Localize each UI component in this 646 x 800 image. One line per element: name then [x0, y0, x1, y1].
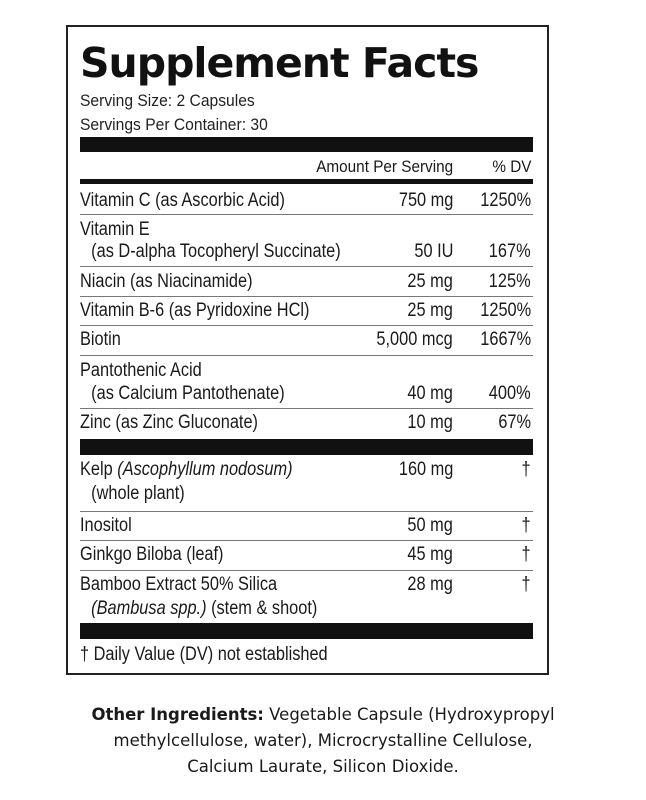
thick-divider [80, 623, 533, 639]
ingredient-row [80, 512, 533, 541]
nutrient-name: Vitamin E [80, 219, 150, 240]
ingredient-row [80, 571, 533, 623]
nutrient-row [80, 409, 533, 439]
amount-per-serving-header: Amount Per Serving [316, 157, 453, 176]
dagger-mark: † [521, 459, 531, 480]
nutrient-name: Zinc (as Zinc Gluconate) [80, 412, 258, 433]
supplement-facts-panel [66, 25, 549, 675]
thick-divider [80, 137, 533, 152]
ingredient-amount: 28 mg [407, 574, 453, 595]
nutrient-dv: 1250% [480, 300, 531, 321]
nutrient-name: Vitamin B-6 (as Pyridoxine HCl) [80, 300, 310, 321]
daily-value-header: % DV [491, 157, 531, 176]
nutrient-dv: 1250% [480, 190, 531, 211]
ingredient-latin-name: (Ascophyllum nodosum) [117, 459, 293, 480]
nutrient-row [80, 215, 533, 267]
nutrient-name: Biotin [80, 329, 121, 350]
ingredient-amount: 160 mg [398, 459, 453, 480]
nutrient-name: Vitamin C (as Ascorbic Acid) [80, 190, 285, 211]
nutrient-amount: 25 mg [407, 271, 453, 292]
nutrient-row [80, 267, 533, 297]
nutrient-dv: 1667% [480, 329, 531, 350]
nutrient-dv: 400% [489, 383, 531, 404]
nutrient-row [80, 297, 533, 326]
dagger-mark: † [521, 515, 531, 536]
nutrient-dv: 167% [489, 241, 531, 262]
nutrient-amount: 40 mg [407, 383, 453, 404]
ingredient-row [80, 455, 533, 512]
ingredient-amount: 50 mg [407, 515, 453, 536]
nutrient-amount: 5,000 mcg [376, 329, 453, 350]
thick-divider [80, 439, 533, 455]
ingredient-latin-part: (Bambusa spp.) (stem & shoot) [91, 598, 318, 619]
supplement-facts-content [80, 27, 533, 673]
ingredient-latin-name: (Bambusa spp.) [91, 598, 207, 619]
ingredient-name: Kelp (Ascophyllum nodosum) [80, 459, 293, 480]
nutrient-name: Pantothenic Acid [80, 360, 202, 381]
ingredient-name: Ginkgo Biloba (leaf) [80, 544, 224, 565]
nutrient-row [80, 184, 533, 215]
nutrient-amount: 10 mg [407, 412, 453, 433]
nutrient-source: (as Calcium Pantothenate) [91, 383, 285, 404]
other-ingredients-line: Other Ingredients: Vegetable Capsule (Hydroxypropyl [91, 705, 555, 724]
nutrient-amount: 50 IU [413, 241, 453, 262]
nutrient-amount: 750 mg [398, 190, 453, 211]
other-ingredients-line: methylcellulose, water), Microcrystalline Cellulose, [113, 731, 533, 750]
nutrient-source: (as D-alpha Tocopheryl Succinate) [91, 241, 341, 262]
nutrient-dv: 125% [489, 271, 531, 292]
nutrient-amount: 25 mg [407, 300, 453, 321]
nutrient-row [80, 326, 533, 356]
dagger-mark: † [521, 574, 531, 595]
daily-value-footnote: † Daily Value (DV) not established [80, 644, 328, 665]
panel-title: Supplement Facts [80, 39, 479, 87]
other-ingredients [0, 702, 646, 780]
serving-size: Serving Size: 2 Capsules [80, 91, 255, 110]
nutrient-row [80, 356, 533, 409]
nutrient-dv: 67% [498, 412, 531, 433]
nutrient-name: Niacin (as Niacinamide) [80, 271, 253, 292]
other-ingredients-label: Other Ingredients: [91, 705, 264, 724]
ingredient-part: (whole plant) [91, 483, 185, 504]
ingredient-row [80, 541, 533, 571]
ingredient-name: Inositol [80, 515, 132, 536]
ingredient-name: Bamboo Extract 50% Silica [80, 574, 278, 595]
ingredient-amount: 45 mg [407, 544, 453, 565]
other-ingredients-line: Calcium Laurate, Silicon Dioxide. [187, 757, 459, 776]
dagger-mark: † [521, 544, 531, 565]
servings-per-container: Servings Per Container: 30 [80, 115, 268, 134]
